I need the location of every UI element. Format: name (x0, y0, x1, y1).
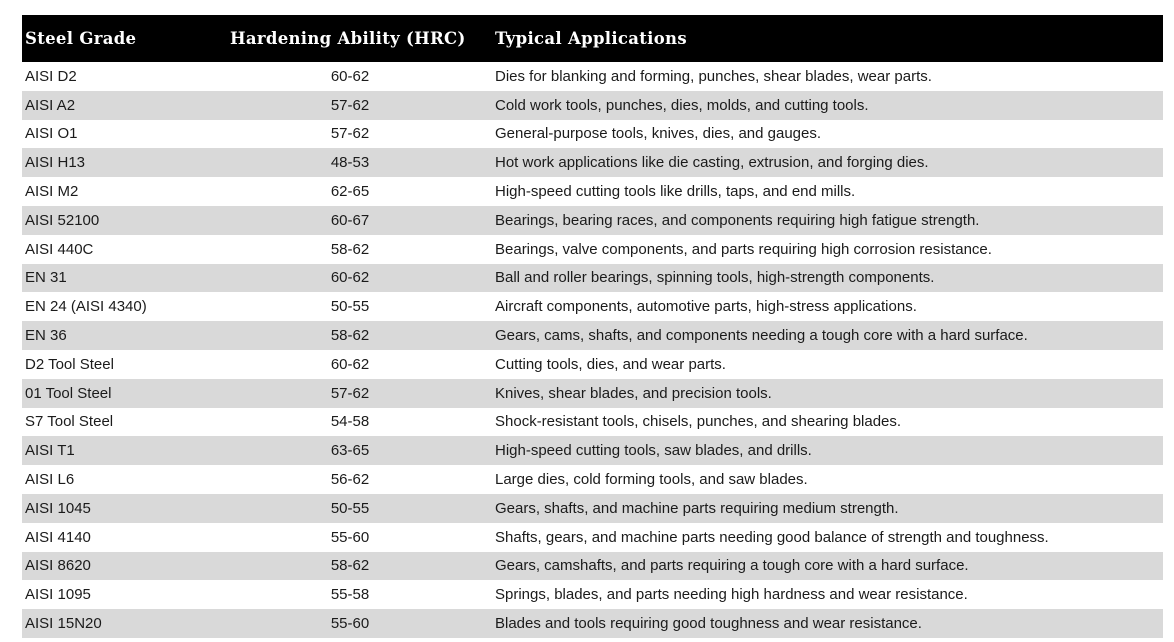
cell-hardening-ability: 55-58 (330, 586, 370, 604)
cell-steel-grade: AISI A2 (25, 96, 76, 114)
table-row (22, 465, 1163, 494)
cell-steel-grade: EN 36 (25, 327, 67, 345)
cell-typical-applications: Shafts, gears, and machine parts needing good balance of strength and toughness. (495, 528, 1049, 546)
cell-steel-grade: EN 31 (25, 269, 67, 287)
cell-steel-grade: AISI 15N20 (25, 615, 102, 633)
cell-hardening-ability: 48-53 (330, 154, 370, 172)
table-row (22, 580, 1163, 609)
cell-steel-grade: AISI L6 (25, 471, 75, 489)
table-row (22, 552, 1163, 581)
cell-typical-applications: Bearings, bearing races, and components requiring high fatigue strength. (495, 211, 980, 229)
cell-hardening-ability: 55-60 (330, 615, 370, 633)
table-row (22, 235, 1163, 264)
table-row (22, 408, 1163, 437)
cell-typical-applications: Blades and tools requiring good toughness and wear resistance. (495, 615, 922, 633)
cell-hardening-ability: 63-65 (330, 442, 370, 460)
cell-steel-grade: AISI 1095 (25, 586, 91, 604)
cell-typical-applications: Gears, cams, shafts, and components needing a tough core with a hard surface. (495, 327, 1028, 345)
cell-hardening-ability: 50-55 (330, 298, 370, 316)
cell-typical-applications: Ball and roller bearings, spinning tools, high-strength components. (495, 269, 935, 287)
cell-hardening-ability: 60-62 (330, 355, 370, 373)
cell-steel-grade: AISI 4140 (25, 528, 91, 546)
cell-typical-applications: Shock-resistant tools, chisels, punches, and shearing blades. (495, 413, 902, 431)
table-row (22, 148, 1163, 177)
cell-hardening-ability: 54-58 (330, 413, 370, 431)
cell-steel-grade: EN 24 (AISI 4340) (25, 298, 147, 316)
table-row (22, 609, 1163, 638)
cell-steel-grade: AISI 8620 (25, 557, 91, 575)
cell-typical-applications: Gears, camshafts, and parts requiring a tough core with a hard surface. (495, 557, 969, 575)
cell-steel-grade: AISI 1045 (25, 499, 91, 517)
table-row (22, 62, 1163, 91)
cell-steel-grade: AISI H13 (25, 154, 86, 172)
cell-steel-grade: AISI 440C (25, 240, 94, 258)
table-row (22, 177, 1163, 206)
cell-hardening-ability: 60-62 (330, 67, 370, 85)
cell-typical-applications: Aircraft components, automotive parts, high-stress applications. (495, 298, 917, 316)
cell-hardening-ability: 56-62 (330, 471, 370, 489)
column-header-steel-grade: Steel Grade (25, 29, 137, 48)
table-body (22, 62, 1163, 638)
cell-hardening-ability: 57-62 (330, 384, 370, 402)
cell-typical-applications: Gears, shafts, and machine parts requiring medium strength. (495, 499, 899, 517)
cell-typical-applications: Knives, shear blades, and precision tools. (495, 384, 772, 402)
table-row (22, 264, 1163, 293)
cell-typical-applications: High-speed cutting tools like drills, taps, and end mills. (495, 183, 856, 201)
cell-steel-grade: AISI M2 (25, 183, 79, 201)
cell-steel-grade: S7 Tool Steel (25, 413, 114, 431)
table-row (22, 379, 1163, 408)
cell-typical-applications: Cutting tools, dies, and wear parts. (495, 355, 726, 373)
table-row (22, 350, 1163, 379)
cell-typical-applications: High-speed cutting tools, saw blades, and drills. (495, 442, 812, 460)
cell-hardening-ability: 62-65 (330, 183, 370, 201)
column-header-typical-applications: Typical Applications (495, 29, 687, 48)
cell-typical-applications: Dies for blanking and forming, punches, shear blades, wear parts. (495, 67, 932, 85)
cell-typical-applications: General-purpose tools, knives, dies, and gauges. (495, 125, 822, 143)
cell-hardening-ability: 55-60 (330, 528, 370, 546)
table-row (22, 206, 1163, 235)
cell-hardening-ability: 60-67 (330, 211, 370, 229)
cell-hardening-ability: 50-55 (330, 499, 370, 517)
cell-hardening-ability: 57-62 (330, 96, 370, 114)
cell-hardening-ability: 58-62 (330, 240, 370, 258)
table-row (22, 120, 1163, 149)
cell-typical-applications: Cold work tools, punches, dies, molds, and cutting tools. (495, 96, 869, 114)
cell-steel-grade: D2 Tool Steel (25, 355, 114, 373)
cell-steel-grade: AISI T1 (25, 442, 75, 460)
cell-hardening-ability: 58-62 (330, 327, 370, 345)
cell-steel-grade: AISI D2 (25, 67, 77, 85)
table-row (22, 523, 1163, 552)
cell-typical-applications: Bearings, valve components, and parts requiring high corrosion resistance. (495, 240, 992, 258)
table-row (22, 436, 1163, 465)
cell-typical-applications: Hot work applications like die casting, extrusion, and forging dies. (495, 154, 929, 172)
cell-steel-grade: AISI 52100 (25, 211, 100, 229)
cell-hardening-ability: 60-62 (330, 269, 370, 287)
table-row (22, 494, 1163, 523)
cell-steel-grade: 01 Tool Steel (25, 384, 112, 402)
steel-grades-table (22, 15, 1163, 638)
table-header-row (22, 15, 1163, 62)
cell-typical-applications: Springs, blades, and parts needing high hardness and wear resistance. (495, 586, 968, 604)
column-header-hardening-ability: Hardening Ability (HRC) (230, 29, 466, 48)
cell-hardening-ability: 58-62 (330, 557, 370, 575)
cell-steel-grade: AISI O1 (25, 125, 78, 143)
cell-typical-applications: Large dies, cold forming tools, and saw blades. (495, 471, 808, 489)
table-row (22, 91, 1163, 120)
cell-hardening-ability: 57-62 (330, 125, 370, 143)
table-row (22, 321, 1163, 350)
table-row (22, 292, 1163, 321)
